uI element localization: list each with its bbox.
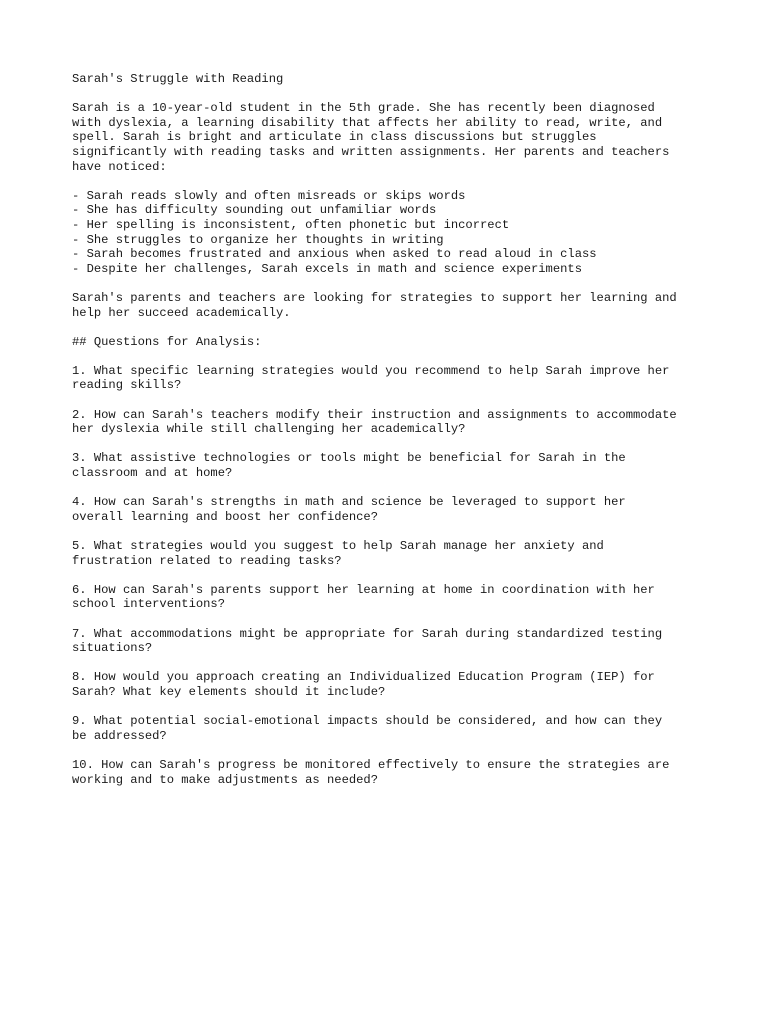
- question-line: 10. How can Sarah's progress be monitored effectively to ensure the strategies are: [72, 757, 670, 772]
- question-item: [72, 758, 712, 787]
- question-line: 4. How can Sarah's strengths in math and science be leveraged to support her: [72, 495, 626, 510]
- closing-paragraph: [72, 291, 712, 320]
- question-item: [72, 627, 712, 656]
- questions-heading: ## Questions for Analysis:: [72, 334, 262, 349]
- closing-line: help her succeed academically.: [72, 305, 291, 320]
- question-line: 5. What strategies would you suggest to help Sarah manage her anxiety and: [72, 539, 604, 553]
- question-line: 2. How can Sarah's teachers modify their instruction and assignments to accommodate: [72, 407, 677, 422]
- list-item: - Sarah reads slowly and often misreads or skips words: [72, 188, 466, 203]
- question-item: [72, 539, 712, 568]
- intro-line: significantly with reading tasks and written assignments. Her parents and teachers: [72, 144, 670, 159]
- question-item: [72, 451, 712, 480]
- question-line: classroom and at home?: [72, 466, 233, 481]
- question-line: 9. What potential social-emotional impacts should be considered, and how can they: [72, 714, 663, 729]
- question-line: working and to make adjustments as needed?: [72, 772, 378, 787]
- question-line: 1. What specific learning strategies would you recommend to help Sarah improve her: [72, 363, 670, 378]
- question-item: [72, 364, 712, 393]
- question-item: [72, 495, 712, 524]
- observations-list: [72, 189, 712, 277]
- question-line: situations?: [72, 641, 153, 656]
- list-item: - Sarah becomes frustrated and anxious when asked to read aloud in class: [72, 247, 597, 262]
- questions-heading-block: [72, 335, 712, 350]
- question-line: reading skills?: [72, 378, 182, 393]
- question-line: be addressed?: [72, 728, 167, 743]
- intro-line: Sarah is a 10-year-old student in the 5th grade. She has recently been diagnosed: [72, 101, 655, 116]
- question-item: [72, 583, 712, 612]
- document-title: Sarah's Struggle with Reading: [72, 72, 284, 86]
- question-line: her dyslexia while still challenging her academically?: [72, 422, 466, 437]
- question-line: 3. What assistive technologies or tools might be beneficial for Sarah in the: [72, 451, 626, 466]
- question-line: overall learning and boost her confidence?: [72, 509, 378, 524]
- question-line: 7. What accommodations might be appropriate for Sarah during standardized testing: [72, 626, 663, 641]
- question-item: [72, 408, 712, 437]
- document-title-block: [72, 72, 712, 87]
- question-item: [72, 670, 712, 699]
- document-page: [72, 72, 712, 802]
- list-item: - Her spelling is inconsistent, often phonetic but incorrect: [72, 217, 510, 232]
- list-item: - Despite her challenges, Sarah excels in math and science experiments: [72, 261, 582, 276]
- list-item: - She has difficulty sounding out unfamiliar words: [72, 203, 437, 218]
- intro-line: with dyslexia, a learning disability that affects her ability to read, write, and: [72, 115, 663, 130]
- closing-line: Sarah's parents and teachers are looking for strategies to support her learning and: [72, 290, 677, 305]
- question-line: frustration related to reading tasks?: [72, 553, 342, 568]
- intro-line: have noticed:: [72, 159, 167, 174]
- question-line: school interventions?: [72, 597, 225, 612]
- question-item: [72, 714, 712, 743]
- question-line: 8. How would you approach creating an Individualized Education Program (IEP) for: [72, 670, 655, 685]
- list-item: - She struggles to organize her thoughts in writing: [72, 232, 444, 247]
- intro-paragraph: [72, 101, 712, 174]
- question-line: Sarah? What key elements should it include?: [72, 684, 386, 699]
- intro-line: spell. Sarah is bright and articulate in class discussions but struggles: [72, 130, 597, 145]
- question-line: 6. How can Sarah's parents support her learning at home in coordination with her: [72, 582, 655, 597]
